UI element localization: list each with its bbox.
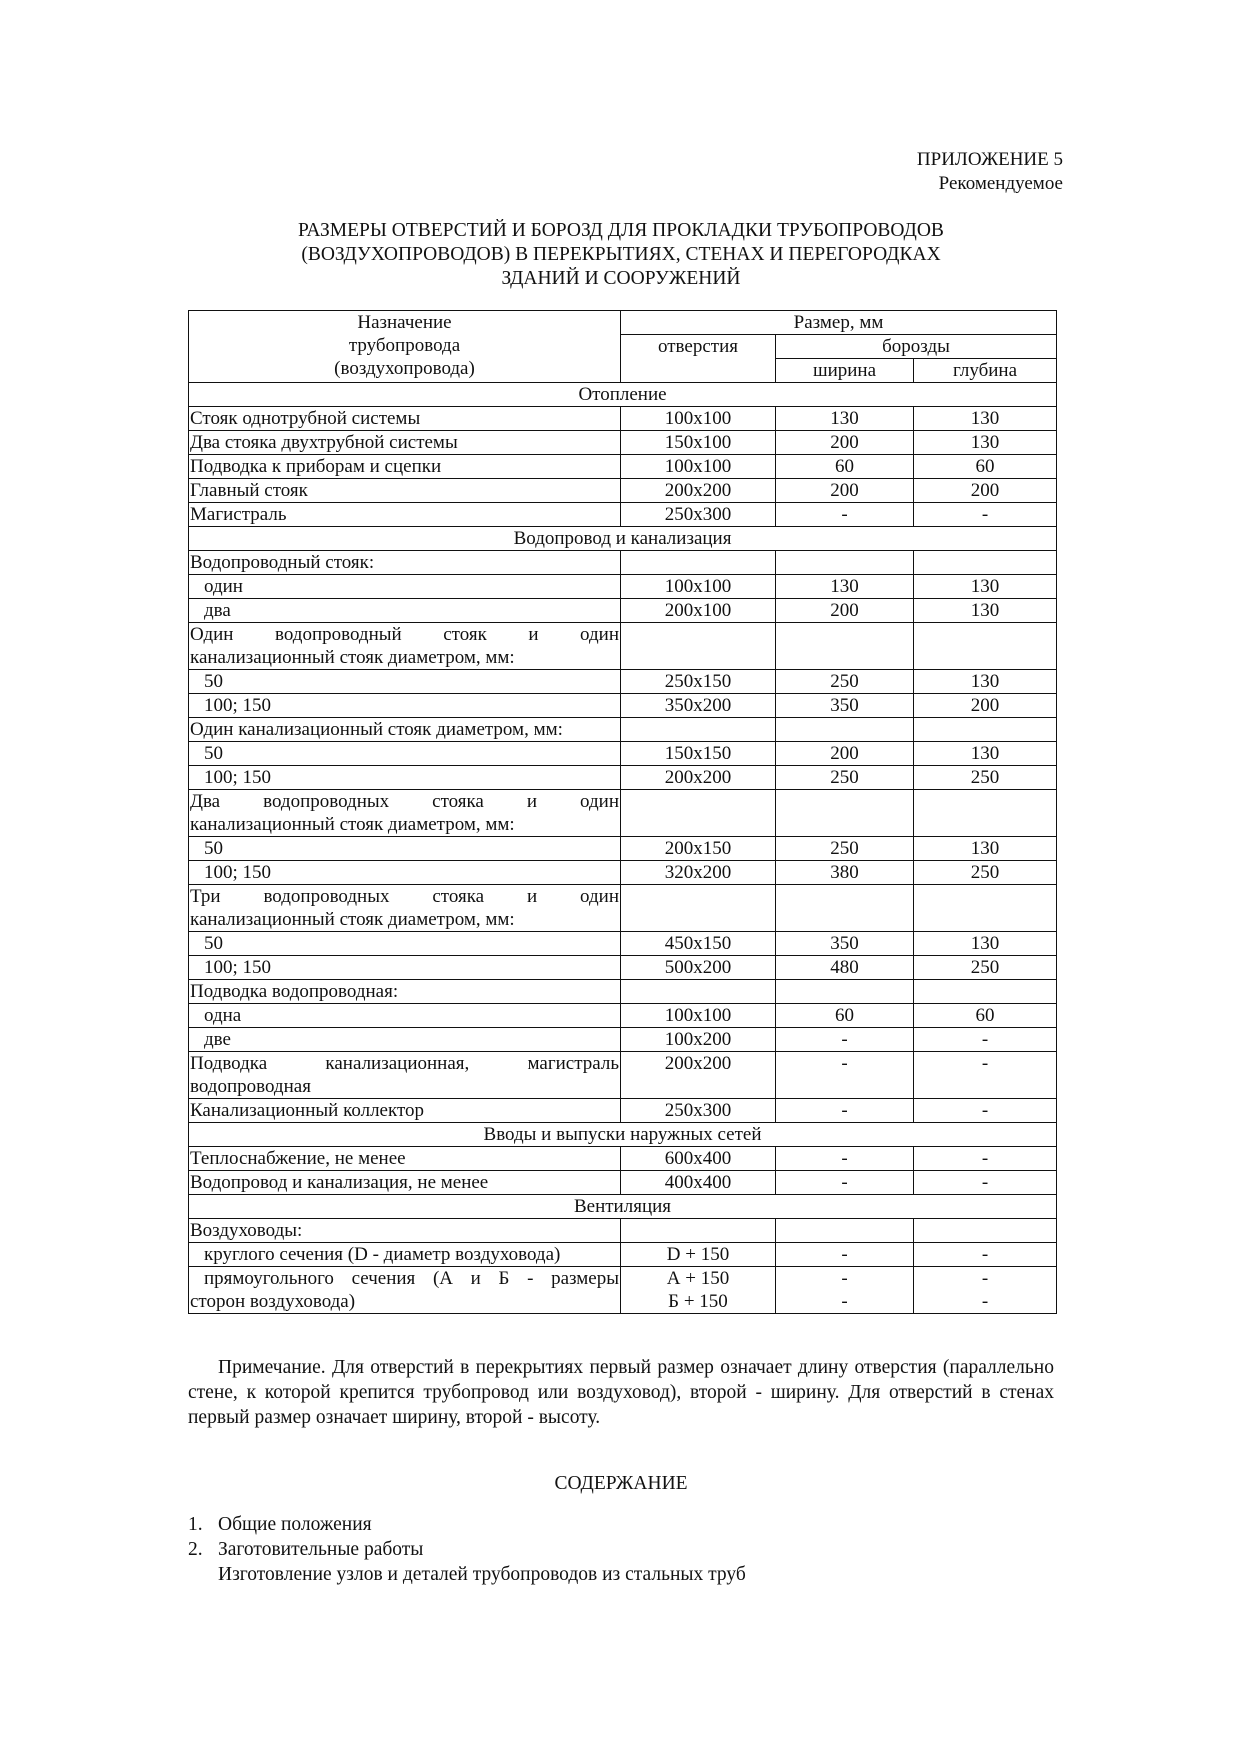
cell-value: 250 [830, 767, 859, 788]
purpose-text: два [204, 600, 231, 621]
header-depth: глубина [914, 359, 1057, 383]
cell-value: - [841, 1244, 848, 1265]
hole-size-cell [621, 766, 776, 790]
purpose-text: 100; 150 [204, 862, 272, 883]
hole-size-cell [621, 623, 776, 670]
hole-size-cell [621, 742, 776, 766]
purpose-text: Теплоснабжение, не менее [190, 1148, 406, 1169]
groove-width-cell [776, 599, 914, 623]
section-title: Водопровод и канализация [189, 527, 1057, 551]
purpose-cell [189, 1028, 621, 1052]
cell-value: 200x150 [664, 838, 732, 859]
cell-value: 350x200 [664, 695, 732, 716]
table-row [189, 885, 1057, 932]
groove-depth-cell [914, 407, 1057, 431]
purpose-text: один [204, 576, 243, 597]
groove-depth-cell [914, 861, 1057, 885]
groove-depth-cell [914, 1099, 1057, 1123]
cell-value: 350 [830, 933, 859, 954]
groove-width-cell [776, 1171, 914, 1195]
cell-value: 130 [970, 838, 1000, 859]
purpose-cell [189, 932, 621, 956]
purpose-cell [189, 479, 621, 503]
purpose-cell [189, 503, 621, 527]
purpose-text: канализационный стояк диаметром, мм: [190, 909, 515, 930]
hole-size-cell [621, 1052, 776, 1099]
title-line: ЗДАНИЙ И СООРУЖЕНИЙ [501, 268, 741, 289]
cell-value: 130 [970, 576, 1000, 597]
purpose-cell [189, 861, 621, 885]
purpose-cell [189, 694, 621, 718]
groove-width-cell [776, 932, 914, 956]
table-row [189, 1052, 1057, 1099]
cell-value: 100x200 [664, 1029, 732, 1050]
purpose-text: 50 [204, 743, 223, 764]
purpose-cell [189, 1267, 621, 1314]
table-row [189, 1219, 1057, 1243]
groove-depth-cell [914, 956, 1057, 980]
cell-value: 130 [970, 671, 1000, 692]
table-row [189, 694, 1057, 718]
groove-depth-cell [914, 431, 1057, 455]
cell-value: 500x200 [664, 957, 732, 978]
groove-width-cell [776, 718, 914, 742]
groove-width-cell [776, 551, 914, 575]
section-row [189, 527, 1057, 551]
table-row [189, 1171, 1057, 1195]
cell-value: 60 [975, 456, 995, 477]
title-line: РАЗМЕРЫ ОТВЕРСТИЙ И БОРОЗД ДЛЯ ПРОКЛАДКИ ТРУБОПРОВОДОВ [298, 220, 944, 241]
section-title: Вентиляция [189, 1195, 1057, 1219]
groove-depth-cell [914, 1004, 1057, 1028]
table-row [189, 1243, 1057, 1267]
groove-width-cell [776, 1219, 914, 1243]
contents-subitem[interactable]: Изготовление узлов и деталей трубопроводов из стальных труб [218, 1564, 746, 1585]
purpose-text: 100; 150 [204, 957, 272, 978]
groove-depth-cell [914, 837, 1057, 861]
hole-size-cell [621, 479, 776, 503]
contents-item-number: 2. [188, 1539, 203, 1560]
cell-value: 480 [830, 957, 859, 978]
cell-value: 250x300 [664, 504, 732, 525]
groove-width-cell [776, 407, 914, 431]
groove-depth-cell [914, 694, 1057, 718]
groove-depth-cell [914, 479, 1057, 503]
cell-value: 100x100 [664, 408, 732, 429]
purpose-text: Главный стояк [190, 480, 308, 501]
purpose-text: Водопроводный стояк: [190, 552, 375, 573]
purpose-text: 100; 150 [204, 767, 272, 788]
purpose-text: 50 [204, 838, 223, 859]
purpose-text: Водопровод и канализация, не менее [190, 1172, 489, 1193]
cell-value: 200 [830, 432, 859, 453]
table-row [189, 407, 1057, 431]
cell-value: 200 [970, 695, 1000, 716]
purpose-cell [189, 623, 621, 670]
contents-item-text: Заготовительные работы [218, 1539, 424, 1560]
purpose-cell [189, 670, 621, 694]
groove-width-cell [776, 790, 914, 837]
cell-value: 130 [970, 743, 1000, 764]
cell-value: 250 [970, 767, 1000, 788]
purpose-text: Воздуховоды: [190, 1220, 303, 1241]
appendix-type: Рекомендуемое [938, 173, 1063, 194]
contents-item[interactable] [188, 1512, 746, 1537]
cell-value: 200x200 [664, 480, 732, 501]
cell-value: 200 [830, 743, 859, 764]
purpose-text: Один водопроводный стояк и один [190, 624, 619, 645]
cell-value: 130 [830, 408, 859, 429]
cell-value: D + 150 [666, 1244, 730, 1265]
groove-depth-cell [914, 575, 1057, 599]
hole-size-cell [621, 885, 776, 932]
cell-value: 200 [830, 480, 859, 501]
cell-value: - [841, 1172, 848, 1193]
hole-size-cell [621, 790, 776, 837]
cell-value: - [981, 1268, 989, 1289]
purpose-cell [189, 1052, 621, 1099]
hole-size-cell [621, 1004, 776, 1028]
table-row [189, 575, 1057, 599]
purpose-text: Подводка водопроводная: [190, 981, 399, 1002]
purpose-text: 50 [204, 933, 223, 954]
purpose-cell [189, 742, 621, 766]
table-row [189, 861, 1057, 885]
appendix-header [917, 148, 1063, 196]
cell-value: А + 150 [666, 1268, 730, 1289]
hole-size-cell [621, 1267, 776, 1314]
contents-list [188, 1512, 746, 1587]
groove-width-cell [776, 575, 914, 599]
cell-value: 200 [970, 480, 1000, 501]
section-title: Вводы и выпуски наружных сетей [189, 1123, 1057, 1147]
table-row [189, 1028, 1057, 1052]
hole-size-cell [621, 694, 776, 718]
header-grooves: борозды [776, 335, 1057, 359]
groove-width-cell [776, 861, 914, 885]
groove-depth-cell [914, 503, 1057, 527]
table-note: Примечание. Для отверстий в перекрытиях первый размер означает длину отверстия (параллельно стене, к которой крепится трубопровод или воздуховод), второй - ширину. Для отверстий в стенах первый размер означает ширину, второй - высоту. [188, 1357, 1054, 1428]
purpose-text: Один канализационный стояк диаметром, мм: [190, 719, 563, 740]
purpose-cell [189, 1219, 621, 1243]
hole-size-cell [621, 1028, 776, 1052]
cell-value: - [981, 1029, 989, 1050]
cell-value: 60 [975, 1005, 995, 1026]
groove-depth-cell [914, 980, 1057, 1004]
purpose-cell [189, 790, 621, 837]
cell-value: 320x200 [664, 862, 732, 883]
cell-value: 450x150 [664, 933, 732, 954]
cell-value: 130 [970, 933, 1000, 954]
hole-size-cell [621, 551, 776, 575]
groove-width-cell [776, 956, 914, 980]
groove-depth-cell [914, 623, 1057, 670]
cell-value: 380 [830, 862, 859, 883]
cell-value: 60 [835, 1005, 854, 1026]
cell-value: Б + 150 [668, 1291, 728, 1312]
table-row [189, 1004, 1057, 1028]
groove-width-cell [776, 885, 914, 932]
cell-value: - [981, 1291, 989, 1312]
groove-width-cell [776, 837, 914, 861]
title-line: (ВОЗДУХОПРОВОДОВ) В ПЕРЕКРЫТИЯХ, СТЕНАХ И ПЕРЕГОРОДКАХ [301, 244, 941, 265]
hole-size-cell [621, 503, 776, 527]
cell-value: 130 [970, 432, 1000, 453]
groove-depth-cell [914, 742, 1057, 766]
cell-value: 600x400 [664, 1148, 732, 1169]
purpose-cell [189, 407, 621, 431]
cell-value: - [841, 1053, 848, 1074]
cell-value: - [981, 504, 989, 525]
hole-size-cell [621, 1099, 776, 1123]
cell-value: 130 [830, 576, 859, 597]
hole-size-cell [621, 431, 776, 455]
cell-value: 250x300 [664, 1100, 732, 1121]
hole-size-cell [621, 932, 776, 956]
table-row [189, 1099, 1057, 1123]
hole-size-cell [621, 455, 776, 479]
purpose-text: две [204, 1029, 231, 1050]
table-row [189, 551, 1057, 575]
groove-width-cell [776, 1052, 914, 1099]
table-row [189, 670, 1057, 694]
purpose-text: Подводка канализационная, магистраль [190, 1053, 619, 1074]
groove-depth-cell [914, 885, 1057, 932]
cell-value: - [981, 1244, 989, 1265]
purpose-cell [189, 455, 621, 479]
section-row [189, 1123, 1057, 1147]
section-title: Отопление [189, 383, 1057, 407]
section-row [189, 1195, 1057, 1219]
groove-depth-cell [914, 1052, 1057, 1099]
purpose-text: 50 [204, 671, 223, 692]
purpose-cell [189, 1243, 621, 1267]
hole-size-cell [621, 1147, 776, 1171]
groove-width-cell [776, 431, 914, 455]
table-row [189, 1147, 1057, 1171]
groove-width-cell [776, 1267, 914, 1314]
cell-value: - [841, 1029, 848, 1050]
hole-size-cell [621, 407, 776, 431]
purpose-text: Магистраль [190, 504, 287, 525]
cell-value: 400x400 [664, 1172, 732, 1193]
purpose-cell [189, 599, 621, 623]
purpose-text: Два водопроводных стояка и один [190, 791, 619, 812]
header-hole: отверстия [621, 335, 776, 383]
purpose-text: Стояк однотрубной системы [190, 408, 421, 429]
groove-width-cell [776, 1243, 914, 1267]
groove-width-cell [776, 766, 914, 790]
header-size: Размер, мм [621, 311, 1057, 335]
cell-value: 200x200 [664, 767, 732, 788]
groove-depth-cell [914, 1243, 1057, 1267]
cell-value: 100x100 [664, 576, 732, 597]
purpose-cell [189, 980, 621, 1004]
purpose-cell [189, 575, 621, 599]
hole-size-cell [621, 718, 776, 742]
purpose-cell [189, 1099, 621, 1123]
groove-width-cell [776, 1099, 914, 1123]
table-row [189, 956, 1057, 980]
purpose-text: Два стояка двухтрубной системы [190, 432, 458, 453]
section-row [189, 383, 1057, 407]
purpose-text: канализационный стояк диаметром, мм: [190, 647, 515, 668]
groove-depth-cell [914, 599, 1057, 623]
hole-size-cell [621, 1171, 776, 1195]
contents-item-number: 1. [188, 1514, 203, 1535]
contents-title: СОДЕРЖАНИЕ [554, 1473, 688, 1494]
hole-size-cell [621, 980, 776, 1004]
groove-width-cell [776, 479, 914, 503]
table-row [189, 455, 1057, 479]
cell-value: 60 [835, 456, 854, 477]
purpose-cell [189, 551, 621, 575]
groove-width-cell [776, 503, 914, 527]
cell-value: 250 [830, 671, 859, 692]
cell-value: 100x100 [664, 1005, 732, 1026]
purpose-text: Подводка к приборам и сцепки [190, 456, 442, 477]
header-purpose: Назначение трубопровода (воздухопровода) [189, 311, 621, 383]
cell-value: - [981, 1053, 989, 1074]
document-title [188, 219, 1054, 291]
groove-width-cell [776, 1147, 914, 1171]
table-row [189, 599, 1057, 623]
groove-depth-cell [914, 670, 1057, 694]
table-row [189, 790, 1057, 837]
cell-value: 350 [830, 695, 859, 716]
hole-size-cell [621, 861, 776, 885]
cell-value: - [841, 1100, 848, 1121]
table-row [189, 980, 1057, 1004]
header-width: ширина [776, 359, 914, 383]
hole-size-cell [621, 575, 776, 599]
hole-size-cell [621, 670, 776, 694]
purpose-cell [189, 956, 621, 980]
groove-depth-cell [914, 790, 1057, 837]
groove-depth-cell [914, 718, 1057, 742]
table-row [189, 766, 1057, 790]
cell-value: 130 [970, 408, 1000, 429]
cell-value: - [841, 504, 848, 525]
purpose-cell [189, 718, 621, 742]
groove-depth-cell [914, 932, 1057, 956]
table-row [189, 431, 1057, 455]
table-row [189, 1267, 1057, 1314]
purpose-cell [189, 1171, 621, 1195]
purpose-cell [189, 766, 621, 790]
purpose-text: круглого сечения (D - диаметр воздуховода) [204, 1244, 561, 1265]
hole-size-cell [621, 1243, 776, 1267]
purpose-cell [189, 837, 621, 861]
sizes-table [188, 310, 1057, 1314]
groove-width-cell [776, 670, 914, 694]
purpose-cell [189, 1147, 621, 1171]
purpose-text: сторон воздуховода) [190, 1291, 356, 1312]
table-row [189, 932, 1057, 956]
hole-size-cell [621, 837, 776, 861]
groove-depth-cell [914, 1171, 1057, 1195]
appendix-number: ПРИЛОЖЕНИЕ 5 [916, 149, 1063, 170]
groove-width-cell [776, 980, 914, 1004]
cell-value: 250x150 [664, 671, 732, 692]
cell-value: 200x200 [664, 1053, 732, 1074]
groove-depth-cell [914, 1028, 1057, 1052]
purpose-text: канализационный стояк диаметром, мм: [190, 814, 515, 835]
contents-item[interactable] [188, 1537, 746, 1562]
purpose-text: Три водопроводных стояка и один [190, 886, 619, 907]
groove-width-cell [776, 1028, 914, 1052]
groove-width-cell [776, 694, 914, 718]
table-row [189, 742, 1057, 766]
groove-depth-cell [914, 1147, 1057, 1171]
cell-value: 150x100 [664, 432, 732, 453]
table-body [189, 383, 1057, 1314]
purpose-text: водопроводная [190, 1076, 311, 1097]
cell-value: 250 [830, 838, 859, 859]
table-row [189, 837, 1057, 861]
cell-value: 200x100 [664, 600, 732, 621]
purpose-text: прямоугольного сечения (А и Б - размеры [204, 1268, 619, 1289]
table-row [189, 503, 1057, 527]
cell-value: 130 [970, 600, 1000, 621]
groove-depth-cell [914, 1267, 1057, 1314]
cell-value: 200 [830, 600, 859, 621]
groove-width-cell [776, 742, 914, 766]
table-row [189, 718, 1057, 742]
cell-value: - [981, 1100, 989, 1121]
cell-value: 250 [970, 862, 1000, 883]
hole-size-cell [621, 956, 776, 980]
cell-value: - [981, 1148, 989, 1169]
purpose-cell [189, 1004, 621, 1028]
groove-depth-cell [914, 551, 1057, 575]
table-row [189, 479, 1057, 503]
cell-value: 250 [970, 957, 1000, 978]
groove-depth-cell [914, 455, 1057, 479]
groove-depth-cell [914, 1219, 1057, 1243]
purpose-cell [189, 431, 621, 455]
cell-value: 150x150 [664, 743, 732, 764]
purpose-text: одна [204, 1005, 242, 1026]
hole-size-cell [621, 599, 776, 623]
cell-value: 100x100 [664, 456, 732, 477]
hole-size-cell [621, 1219, 776, 1243]
cell-value: - [841, 1291, 848, 1312]
purpose-text: 100; 150 [204, 695, 272, 716]
cell-value: - [981, 1172, 989, 1193]
cell-value: - [841, 1148, 848, 1169]
table-row [189, 623, 1057, 670]
groove-depth-cell [914, 766, 1057, 790]
purpose-text: Канализационный коллектор [190, 1100, 425, 1121]
contents-item-text: Общие положения [218, 1514, 372, 1535]
groove-width-cell [776, 623, 914, 670]
groove-width-cell [776, 455, 914, 479]
cell-value: - [841, 1268, 848, 1289]
groove-width-cell [776, 1004, 914, 1028]
purpose-cell [189, 885, 621, 932]
